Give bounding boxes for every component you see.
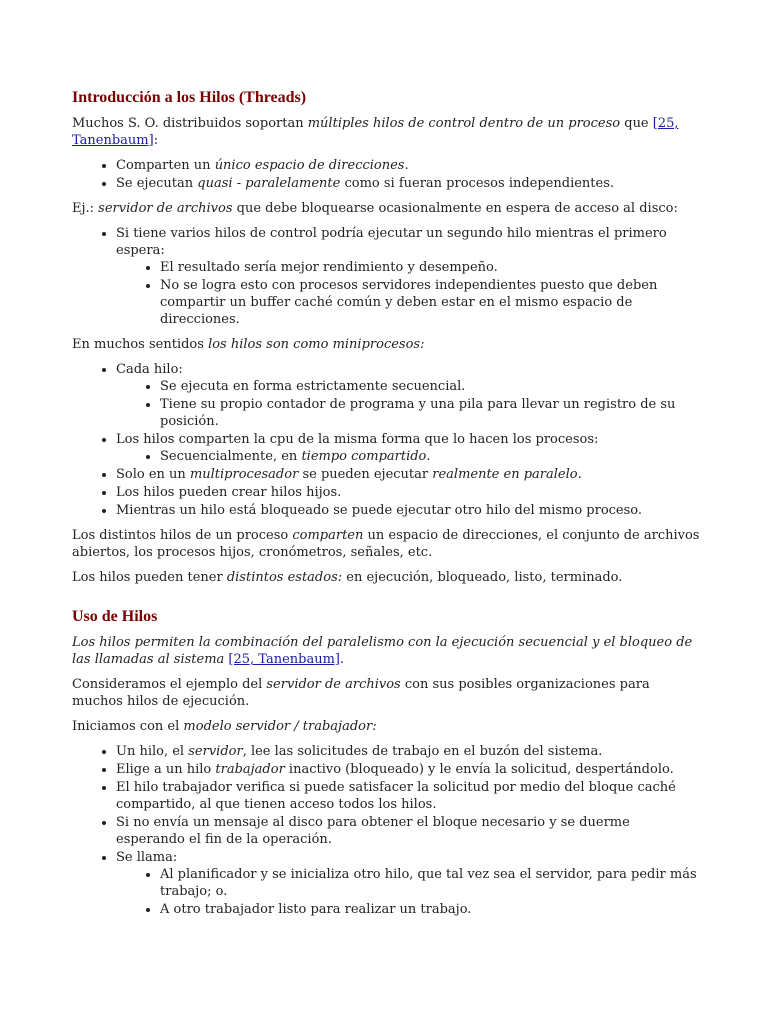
paragraph-modelo: Iniciamos con el modelo servidor / trabajador: [72,719,377,734]
paragraph-uso-intro: Los hilos permiten la combinación del paralelismo con la ejecución secuencial y el bloqueo de las llamadas al sistema [25, Tanenbaum]. [72,635,693,667]
section-title-intro: Introducción a los Hilos (Threads) [72,89,307,106]
list-item: • Secuencialmente, en tiempo compartido. [160,448,702,465]
list-miniprocesos [72,361,702,519]
list-item: • Los hilos comparten la cpu de la misma forma que lo hacen los procesos: • Secuencialmente, en tiempo compartido. [116,431,702,465]
reference-link-tanenbaum[interactable]: [25, Tanenbaum] [228,652,340,667]
paragraph-example: Ej.: servidor de archivos que debe bloquearse ocasionalmente en espera de acceso al disco: [72,201,678,216]
list-example [72,225,702,328]
sublist [116,259,702,328]
list-item: • Se ejecutan quasi - paralelamente como si fueran procesos independientes. [116,175,702,192]
list-item: • Si tiene varios hilos de control podría ejecutar un segundo hilo mientras el primero espera: • El resultado sería mejor rendimiento y desempeño. • No se logra esto con procesos servidores independientes puesto que deben compartir un buffer caché común y deben estar en el mismo espacio de direcciones. [116,225,702,328]
paragraph-comparten: Los distintos hilos de un proceso comparten un espacio de direcciones, el conjunto de archivos abiertos, los procesos hijos, cronómetros, señales, etc. [72,528,700,560]
sublist [116,448,702,465]
paragraph-miniprocesos: En muchos sentidos los hilos son como miniprocesos: [72,337,425,352]
list-item: • Mientras un hilo está bloqueado se puede ejecutar otro hilo del mismo proceso. [116,502,702,519]
list-item: • Al planificador y se inicializa otro hilo, que tal vez sea el servidor, para pedir más trabajo; o. [160,866,702,900]
document-content [72,88,702,926]
paragraph-servidor: Consideramos el ejemplo del servidor de archivos con sus posibles organizaciones para muchos hilos de ejecución. [72,677,650,709]
list-item: • Tiene su propio contador de programa y una pila para llevar un registro de su posición. [160,396,702,430]
list-item: • A otro trabajador listo para realizar un trabajo. [160,901,702,918]
section-title-uso: Uso de Hilos [72,608,158,625]
reference-link-tanenbaum[interactable]: [25, Tanenbaum] [72,116,679,148]
list-thread-properties [72,157,702,192]
list-modelo [72,743,702,918]
list-item: • Se ejecuta en forma estrictamente secuencial. [160,378,702,395]
list-item: • Elige a un hilo trabajador inactivo (bloqueado) y le envía la solicitud, despertándolo. [116,761,702,778]
list-item: • Si no envía un mensaje al disco para obtener el bloque necesario y se duerme esperando el fin de la operación. [116,814,702,848]
list-item: • No se logra esto con procesos servidores independientes puesto que deben compartir un buffer caché común y deben estar en el mismo espacio de direcciones. [160,277,702,328]
list-item: • Se llama: • Al planificador y se inicializa otro hilo, que tal vez sea el servidor, para pedir más trabajo; o. • A otro trabajador listo para realizar un trabajo. [116,849,702,918]
list-item: • El hilo trabajador verifica si puede satisfacer la solicitud por medio del bloque caché compartido, al que tienen acceso todos los hilos. [116,779,702,813]
sublist [116,866,702,918]
paragraph-intro: Muchos S. O. distribuidos soportan múltiples hilos de control dentro de un proceso que [25, Tanenbaum]: [72,116,679,148]
list-item: • El resultado sería mejor rendimiento y desempeño. [160,259,702,276]
sublist [116,378,702,430]
list-item: • Los hilos pueden crear hilos hijos. [116,484,702,501]
list-item: • Comparten un único espacio de direcciones. [116,157,702,174]
list-item: • Cada hilo: • Se ejecuta en forma estrictamente secuencial. • Tiene su propio contador de programa y una pila para llevar un registro de su posición. [116,361,702,430]
list-item: • Un hilo, el servidor, lee las solicitudes de trabajo en el buzón del sistema. [116,743,702,760]
paragraph-estados: Los hilos pueden tener distintos estados: en ejecución, bloqueado, listo, terminado. [72,570,623,585]
list-item: • Solo en un multiprocesador se pueden ejecutar realmente en paralelo. [116,466,702,483]
